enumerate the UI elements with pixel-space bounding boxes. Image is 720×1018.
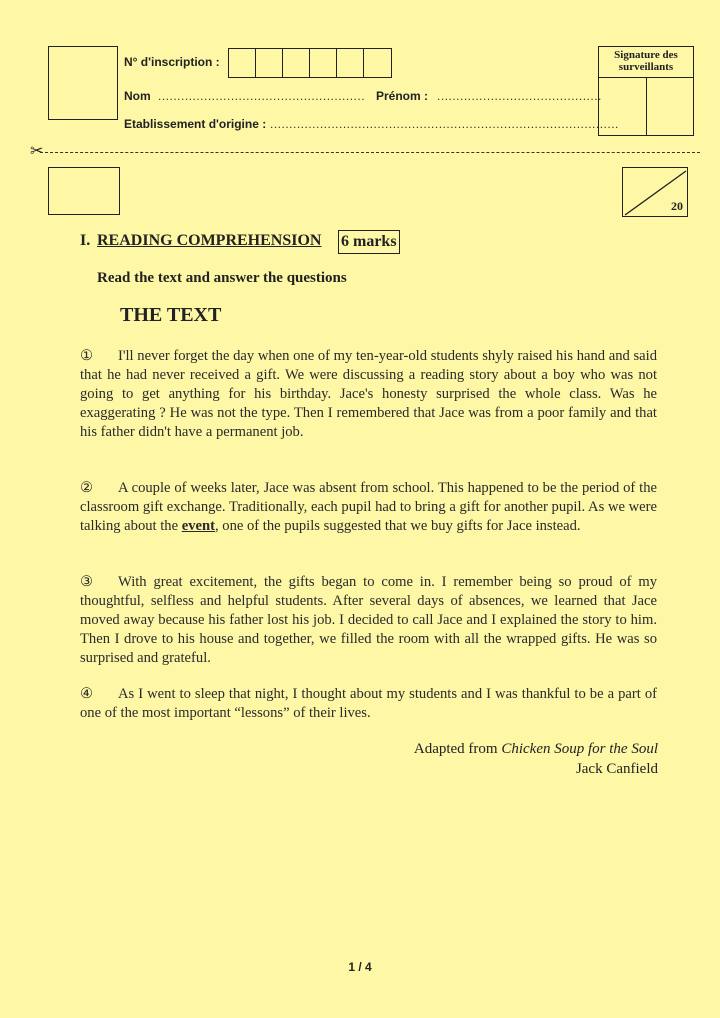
scissors-icon: ✂ xyxy=(30,143,44,160)
paragraph-text: As I went to sleep that night, I thought about my students and I was thankful to be a part of one of the most important “lessons” of their lives. xyxy=(80,686,657,721)
paragraph-3 xyxy=(80,573,657,668)
inscription-digit-cell[interactable] xyxy=(310,49,337,77)
signature-column-divider xyxy=(646,77,647,135)
prenom-label: Prénom : xyxy=(376,89,429,103)
page-number: 1 / 4 xyxy=(348,960,372,974)
paragraph-number: ④ xyxy=(80,686,94,702)
text-title: THE TEXT xyxy=(120,304,222,326)
signature-title-line1: Signature des xyxy=(614,49,678,61)
section-title: READING COMPREHENSION xyxy=(97,232,322,249)
paragraph-text: I'll never forget the day when one of my ten-year-old students shyly raised his hand and said that he had never received a gift. We were discussing a reading story about a boy who was not going to get anything for his birthday. Jace's honesty surprised the whole class. Was he exaggerating ? He was not the type. Then I remembered that Jace was from a poor family and that his father didn't have a permanent job. xyxy=(80,348,657,440)
source-prefix: Adapted from xyxy=(413,741,498,757)
prenom-field[interactable]: ........................................... xyxy=(437,89,602,103)
cut-line xyxy=(40,152,700,153)
code-box xyxy=(48,167,120,215)
nom-field[interactable]: ...................................................... xyxy=(158,89,366,103)
inscription-digit-cell[interactable] xyxy=(364,49,391,77)
paragraph-1 xyxy=(80,347,657,442)
source-book: Chicken Soup for the Soul xyxy=(501,741,658,757)
inscription-label: N° d'inscription : xyxy=(124,55,220,69)
paragraph-4 xyxy=(80,685,657,723)
etablissement-label: Etablissement d'origine : xyxy=(124,117,267,131)
marks-badge: 6 marks xyxy=(338,230,400,254)
section-number: I. xyxy=(80,232,91,249)
grade-total: 20 xyxy=(671,199,683,213)
paragraph-number: ② xyxy=(80,480,94,496)
signature-title xyxy=(599,49,693,73)
source-citation xyxy=(414,739,658,779)
signature-title-line2: surveillants xyxy=(618,61,674,73)
inscription-digit-cell[interactable] xyxy=(256,49,283,77)
inscription-digit-cell[interactable] xyxy=(229,49,256,77)
grade-box xyxy=(622,167,688,217)
signature-box xyxy=(598,46,694,136)
emphasized-word: event xyxy=(181,518,215,534)
paragraph-number: ③ xyxy=(80,574,94,590)
inscription-digit-cell[interactable] xyxy=(283,49,310,77)
etablissement-field[interactable]: ........................................................................................... xyxy=(270,117,619,131)
photo-box xyxy=(48,46,118,120)
source-author: Jack Canfield xyxy=(575,761,658,777)
inscription-digit-cell[interactable] xyxy=(337,49,364,77)
paragraph-text: With great excitement, the gifts began to come in. I remember being so proud of my thoughtful, selfless and helpful students. After several days of absences, we learned that Jace moved away because his father lost his job. I decided to call Jace and I explained the story to him. Then I drove to his house and together, we filled the room with all the wrapped gifts. He was so surprised and grateful. xyxy=(80,574,657,666)
instruction: Read the text and answer the questions xyxy=(97,270,347,286)
inscription-number-field[interactable] xyxy=(228,48,392,78)
nom-label: Nom xyxy=(124,89,151,103)
paragraph-2 xyxy=(80,479,657,536)
paragraph-text: , one of the pupils suggested that we buy gifts for Jace instead. xyxy=(214,518,581,534)
paragraph-text: A couple of weeks later, Jace was absent from school. This happened to be the period of the classroom gift exchange. Traditionally, each pupil had to bring a gift for another pupil. As we were talking about the xyxy=(80,480,657,534)
paragraph-number: ① xyxy=(80,348,94,364)
